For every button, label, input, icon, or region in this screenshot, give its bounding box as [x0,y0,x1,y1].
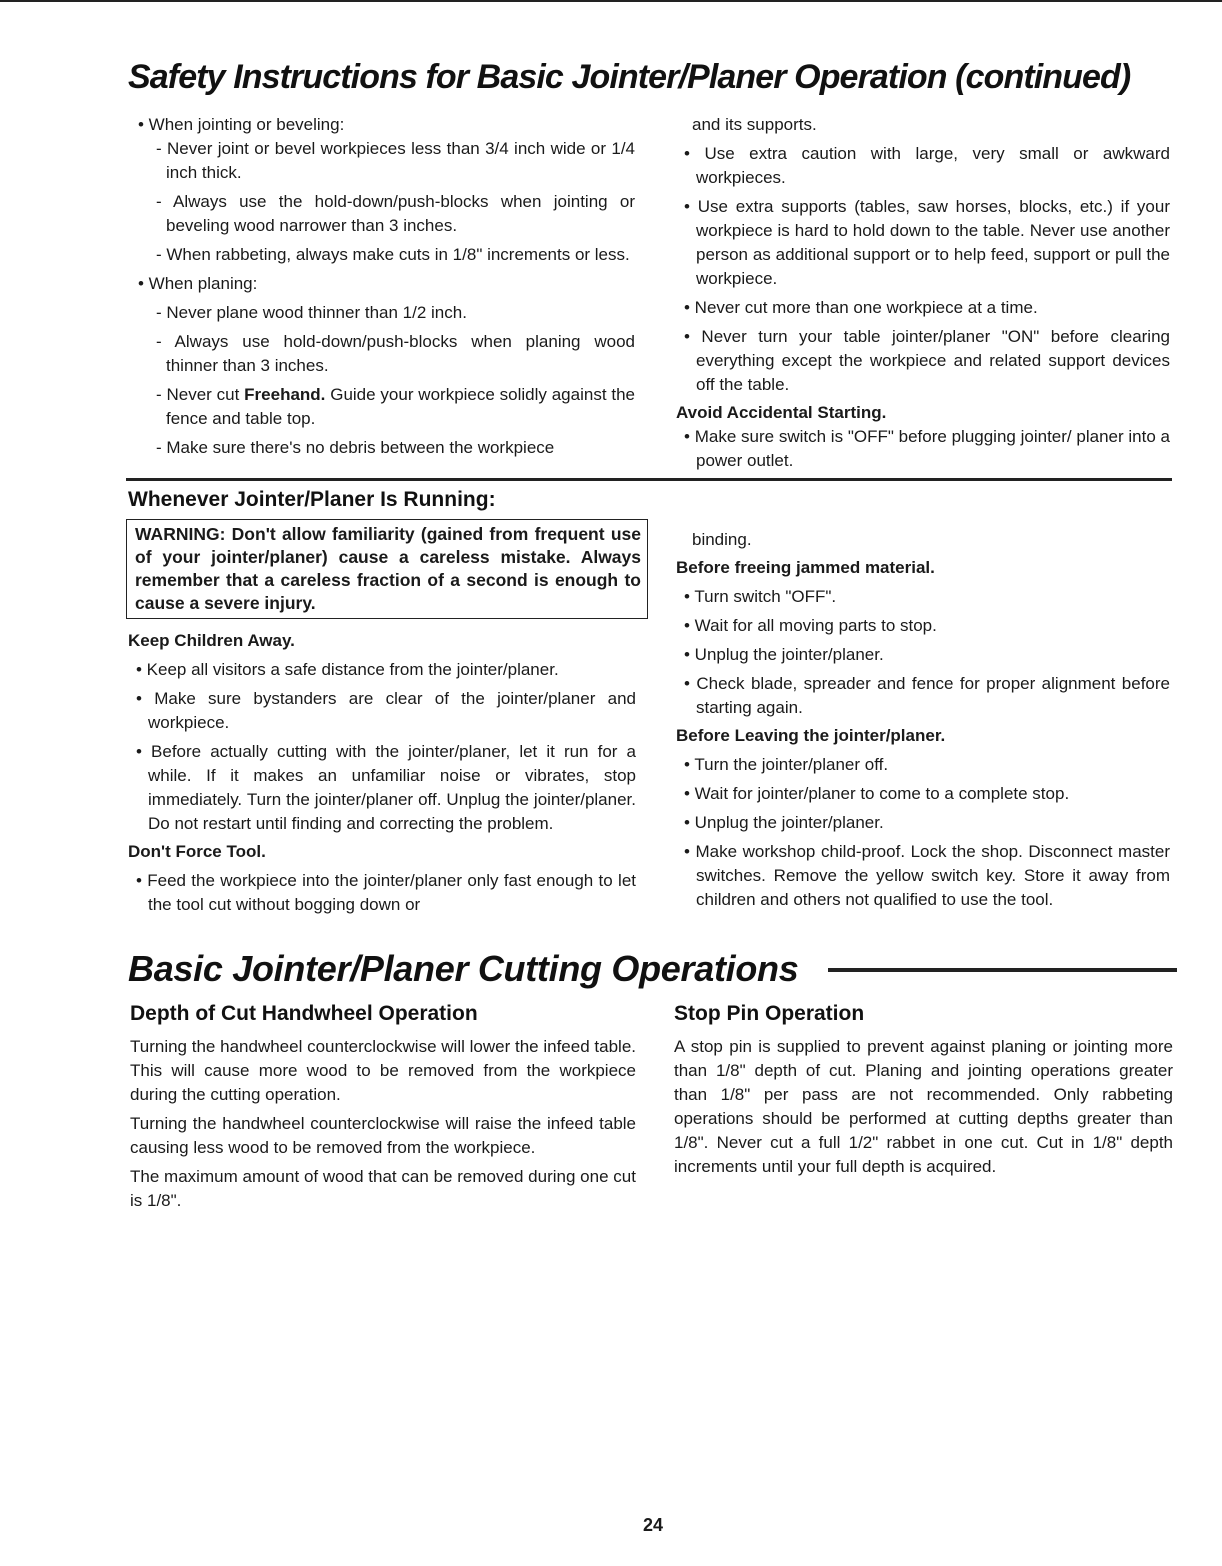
force-heading: Don't Force Tool. [128,842,266,861]
leaving-item: • Unplug the jointer/planer. [684,813,884,832]
warning-text: WARNING: Don't allow familiarity (gained from frequent use of your jointer/planer) cause a careless mistake. Always remember that a careless fraction of a second is enough to cause a severe injury. [135,524,641,613]
stop-pin-heading: Stop Pin Operation [674,1002,865,1025]
safety-bullet: • Never turn your table jointer/planer "ON" before clearing everything except the workpiece and related support devices off the table. [684,327,1170,394]
planing-heading: • When planing: [138,274,258,293]
freehand-item [130,383,635,431]
depth-paragraph: Turning the handwheel counterclockwise will raise the infeed table causing less wood to be removed from the workpiece. [130,1114,636,1157]
jammed-item: • Check blade, spreader and fence for proper alignment before starting again. [684,674,1170,717]
children-heading: Keep Children Away. [128,631,295,650]
warning-box [126,519,648,619]
running-heading: Whenever Jointer/Planer Is Running: [128,488,496,511]
supports-continuation: and its supports. [692,115,817,134]
children-item: • Keep all visitors a safe distance from the jointer/planer. [136,660,559,679]
jammed-heading: Before freeing jammed material. [676,558,935,577]
children-item: • Before actually cutting with the jointer/planer, let it run for a while. If it makes an unfamiliar noise or vibrates, stop immediately. Turn the jointer/planer off. Unplug the jointer/planer. Do not restart until finding and correcting the problem. [136,742,636,833]
stop-pin-paragraph: A stop pin is supplied to prevent against planing or jointing more than 1/8" depth of cut. Planing and jointing operations greater than 1/8" per pass are not recommended. Only rabbeting operations should be performed at cutting depths greater than 1/8". Never cut a full 1/2" rabbet in one cut. Cut in 1/8" depth increments until your full depth is acquired. [674,1037,1173,1176]
avoid-starting-heading: Avoid Accidental Starting. [676,403,887,422]
safety-right-column [676,113,1170,473]
safety-bullet: • Use extra supports (tables, saw horses, blocks, etc.) if your workpiece is hard to hold down to the table. Never use another person as additional support or to help feed, support or pull the workpiece. [684,197,1170,288]
freehand-bold: Freehand. [244,385,326,404]
jointing-heading: • When jointing or beveling: [138,115,345,134]
depth-paragraph: Turning the handwheel counterclockwise will lower the infeed table. This will cause more wood to be removed from the workpiece during the cutting operation. [130,1037,636,1104]
safety-bullet: • Use extra caution with large, very small or awkward workpieces. [684,144,1170,187]
safety-bullet: • Never cut more than one workpiece at a time. [684,298,1038,317]
depth-paragraph: The maximum amount of wood that can be removed during one cut is 1/8". [130,1167,636,1210]
starting-item: • Make sure switch is "OFF" before plugging jointer/ planer into a power outlet. [684,427,1170,470]
force-item: • Feed the workpiece into the jointer/planer only fast enough to let the tool cut without bogging down or [136,871,636,914]
debris-item: - Make sure there's no debris between the workpiece [156,438,555,457]
depth-heading: Depth of Cut Handwheel Operation [130,1002,478,1025]
page-number: 24 [642,1515,664,1535]
cutting-operations-title: Basic Jointer/Planer Cutting Operations [128,948,799,989]
depth-column [130,1035,636,1213]
safety-left-column [130,113,635,460]
jointing-item: - When rabbeting, always make cuts in 1/8" increments or less. [156,245,630,264]
children-item: • Make sure bystanders are clear of the jointer/planer and workpiece. [136,689,636,732]
jointing-item: - Never joint or bevel workpieces less than 3/4 inch wide or 1/4 inch thick. [156,139,635,182]
section-divider [126,478,1172,481]
page-title: Safety Instructions for Basic Jointer/Planer Operation (continued) [128,58,1131,96]
leaving-item: • Make workshop child-proof. Lock the shop. Disconnect master switches. Remove the yellow switch key. Store it away from children and others not qualified to use the tool. [684,842,1170,909]
jammed-item: • Wait for all moving parts to stop. [684,616,937,635]
jointing-item: - Always use the hold-down/push-blocks when jointing or beveling wood narrower than 3 inches. [156,192,635,235]
leaving-item: • Turn the jointer/planer off. [684,755,889,774]
title-rule [828,968,1177,972]
top-rule [0,0,1222,2]
planing-item: - Never plane wood thinner than 1/2 inch. [156,303,467,322]
running-right-column [676,528,1170,912]
jammed-item: • Turn switch "OFF". [684,587,837,606]
leaving-heading: Before Leaving the jointer/planer. [676,726,946,745]
freehand-rest: Guide your workpiece solidly against the fence and table top. [166,385,635,428]
running-left-column [128,629,636,917]
planing-item: - Always use hold-down/push-blocks when planing wood thinner than 3 inches. [156,332,635,375]
jammed-item: • Unplug the jointer/planer. [684,645,884,664]
binding-continuation: binding. [692,530,752,549]
stop-pin-column [674,1035,1173,1179]
freehand-prefix: - Never cut [156,385,245,404]
leaving-item: • Wait for jointer/planer to come to a complete stop. [684,784,1070,803]
